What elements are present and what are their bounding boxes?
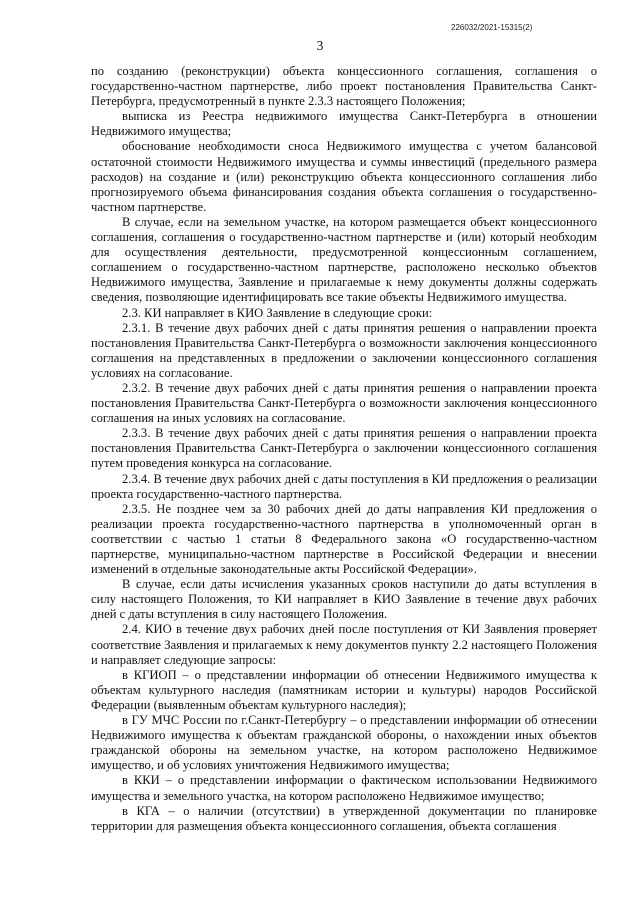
paragraph: обоснование необходимости сноса Недвижимого имущества с учетом балансовой остаточной стоимости Недвижимого имущества и суммы инвестиций (предельного размера расходов) на создание и (или) реконструкцию объекта концессионного соглашения либо прогнозируемого объема финансирования создания объекта соглашения о государственно-частном партнерстве. [91,139,597,214]
paragraph: 2.3. КИ направляет в КИО Заявление в следующие сроки: [122,305,433,320]
paragraph: 2.3.2. В течение двух рабочих дней с даты принятия решения о направлении проекта постановления Правительства Санкт-Петербурга о возможности заключения концессионного соглашения на иных условиях на согласование. [91,380,597,426]
paragraph: 2.3.1. В течение двух рабочих дней с даты принятия решения о направлении проекта постановления Правительства Санкт-Петербурга о возможности заключения концессионного соглашения на представленных в предложении о заключении концессионного соглашения условиях на согласование. [91,320,597,380]
paragraph: в КГИОП – о представлении информации об отнесении Недвижимого имущества к объектам культурного наследия (памятникам истории и культуры) народов Российской Федерации (выявленным объектам культурного наследия); [91,667,597,712]
paragraph: В случае, если даты исчисления указанных сроков наступили до даты вступления в силу настоящего Положения, то КИ направляет в КИО Заявление в течение двух рабочих дней с даты вступления в силу настоящего Положения. [91,577,597,622]
paragraph: по созданию (реконструкции) объекта концессионного соглашения, соглашения о государственно-частном партнерстве, либо проект постановления Правительства Санкт-Петербурга, предусмотренный в пункте 2.3.3 настоящего Положения; [91,64,597,109]
paragraph: в КГА – о наличии (отсутствии) в утвержденной документации по планировке территории для размещения объекта концессионного соглашения, объекта соглашения [91,803,597,833]
paragraph: в ККИ – о представлении информации о фактическом использовании Недвижимого имущества и земельного участка, на котором расположено Недвижимое имущество; [91,773,597,803]
paragraph: 2.3.5. Не позднее чем за 30 рабочих дней до даты направления КИ предложения о реализации проекта государственно-частного партнерства в уполномоченный орган в соответствии с частью 1 статьи 8 Федерального закона «О государственно-частном партнерстве, муниципально-частном партнерстве в Российской Федерации и внесении изменений в отдельные законодательные акты Российской Федерации». [91,501,597,577]
paragraph: в ГУ МЧС России по г.Санкт-Петербургу – о представлении информации об отнесении Недвижимого имущества к объектам гражданской обороны, о нахождении иных объектов гражданской обороны на земельном участке, на котором расположено Недвижимое имущество, и об условиях уничтожения Недвижимого имущества; [91,713,597,773]
paragraph: 2.3.3. В течение двух рабочих дней с даты принятия решения о направлении проекта постановления Правительства Санкт-Петербурга о заключении концессионного соглашения путем проведения конкурса на согласование. [91,426,597,471]
paragraph: 2.4. КИО в течение двух рабочих дней после поступления от КИ Заявления проверяет соответствие Заявления и прилагаемых к нему документов пункту 2.2 настоящего Положения и направляет следующие запросы: [91,622,597,667]
paragraph: В случае, если на земельном участке, на котором размещается объект концессионного соглашения, соглашения о государственно-частном партнерстве и (или) который необходим для осуществления деятельности, предусмотренной концессионным соглашением, соглашением о государственно-частном партнерстве, расположено несколько объектов Недвижимого имущества, Заявление и прилагаемые к нему документы должны содержать сведения, позволяющие идентифицировать все такие объекты Недвижимого имущества. [91,214,597,305]
paragraph: выписка из Реестра недвижимого имущества Санкт-Петербурга в отношении Недвижимого имущества; [91,109,597,139]
document-id: 226032/2021-15315(2) [451,23,533,32]
paragraph: 2.3.4. В течение двух рабочих дней с даты поступления в КИ предложения о реализации проекта государственно-частного партнерства. [91,471,597,501]
document-body [91,64,597,834]
page-number: 3 [316,38,324,53]
